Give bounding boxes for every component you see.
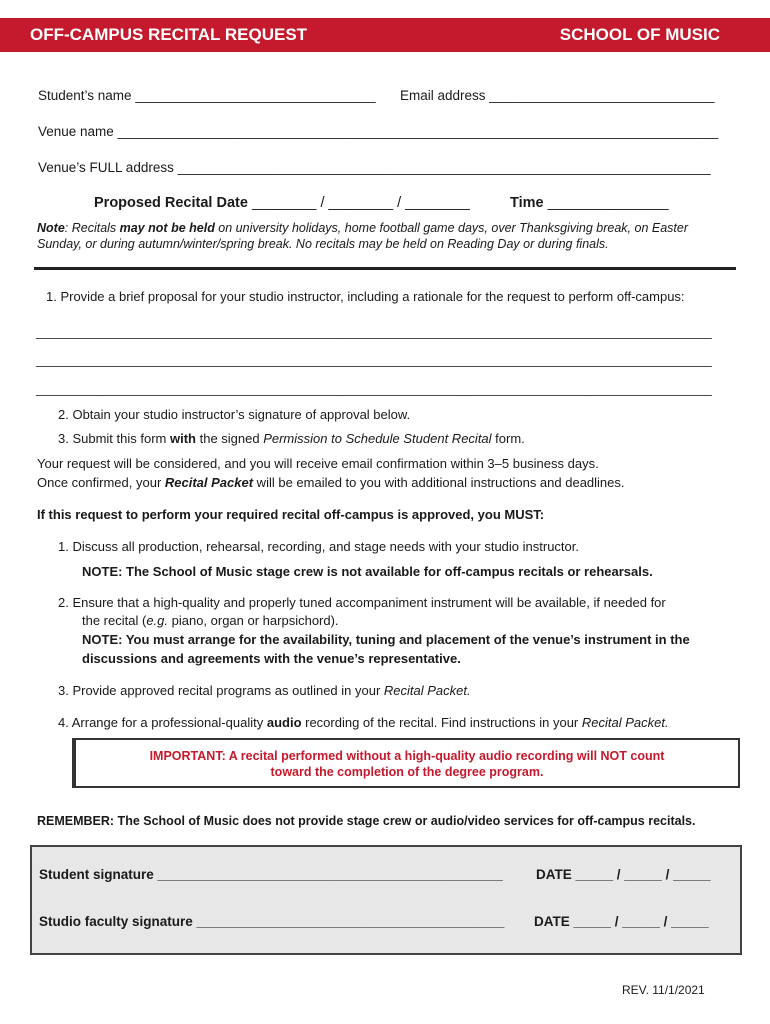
must-1: 1. Discuss all production, rehearsal, recording, and stage needs with your studio instructor.: [58, 539, 579, 554]
faculty-date-field[interactable]: DATE _____ / _____ / _____: [534, 914, 709, 929]
must-2-line-2: the recital (e.g. piano, organ or harpsichord).: [82, 613, 339, 628]
must-1-note: NOTE: The School of Music stage crew is not available for off-campus recitals or rehearsals.: [82, 564, 653, 579]
proposal-line-1[interactable]: __________________________________________________________________________________________: [36, 324, 712, 339]
important-notice: IMPORTANT: A recital performed without a high-quality audio recording will NOT count toward the completion of the degree program.: [149, 749, 665, 779]
signature-box: [30, 845, 742, 955]
time-label: Time: [510, 195, 544, 211]
proposal-line-2[interactable]: __________________________________________________________________________________________: [36, 352, 712, 367]
venue-address-field[interactable]: Venue’s FULL address _______________________________________________________________________: [38, 160, 711, 175]
must-heading: If this request to perform your required recital off-campus is approved, you MUST:: [37, 507, 545, 522]
step-3: 3. Submit this form with the signed Permission to Schedule Student Recital form.: [58, 431, 525, 446]
note-line-2: Sunday, or during autumn/winter/spring break. No recitals may be held on Reading Day or during finals.: [37, 237, 609, 251]
student-date-field[interactable]: DATE _____ / _____ / _____: [536, 867, 711, 882]
student-signature-field[interactable]: Student signature ______________________________________________: [39, 867, 503, 882]
header-banner: [0, 18, 770, 52]
section-divider: [34, 267, 736, 270]
step-2: 2. Obtain your studio instructor’s signature of approval below.: [58, 407, 411, 422]
date-label: Proposed Recital Date: [94, 195, 248, 211]
note-line-1: Note: Recitals may not be held on university holidays, home football game days, over Thanksgiving break, on Easter: [37, 221, 688, 235]
step-1: 1. Provide a brief proposal for your studio instructor, including a rationale for the request to perform off-campus:: [46, 289, 685, 304]
must-3: 3. Provide approved recital programs as outlined in your Recital Packet.: [58, 683, 471, 698]
faculty-signature-field[interactable]: Studio faculty signature _________________________________________: [39, 914, 505, 929]
revision-label: REV. 11/1/2021: [622, 983, 705, 997]
important-notice-box: [72, 738, 740, 788]
time-row: [510, 195, 669, 211]
must-2-note-2: discussions and agreements with the venue’s representative.: [82, 651, 461, 666]
time-field[interactable]: _______________: [547, 195, 669, 211]
venue-name-field[interactable]: Venue name ________________________________________________________________________________: [38, 124, 719, 139]
must-2-line-1: 2. Ensure that a high-quality and properly tuned accompaniment instrument will be available, if needed for: [58, 595, 666, 610]
student-name-field[interactable]: Student’s name ________________________________: [38, 88, 376, 103]
consider-line-1: Your request will be considered, and you will receive email confirmation within 3–5 business days.: [37, 456, 599, 471]
school-name: SCHOOL OF MUSIC: [559, 25, 720, 44]
date-field[interactable]: ________ / ________ / ________: [251, 195, 470, 211]
consider-line-2: Once confirmed, your Recital Packet will be emailed to you with additional instructions and deadlines.: [37, 475, 625, 490]
note-label: Note: [37, 221, 65, 235]
remember-note: REMEMBER: The School of Music does not provide stage crew or audio/video services for off-campus recitals.: [37, 814, 696, 828]
form-title: OFF-CAMPUS RECITAL REQUEST: [30, 25, 308, 44]
must-2-note-1: NOTE: You must arrange for the availability, tuning and placement of the venue’s instrument in the: [82, 632, 690, 647]
email-field[interactable]: Email address ______________________________: [400, 88, 715, 103]
recital-date-row: [94, 195, 470, 211]
must-4: 4. Arrange for a professional-quality audio recording of the recital. Find instructions in your Recital Packet.: [58, 715, 669, 730]
proposal-line-3[interactable]: __________________________________________________________________________________________: [36, 381, 712, 396]
